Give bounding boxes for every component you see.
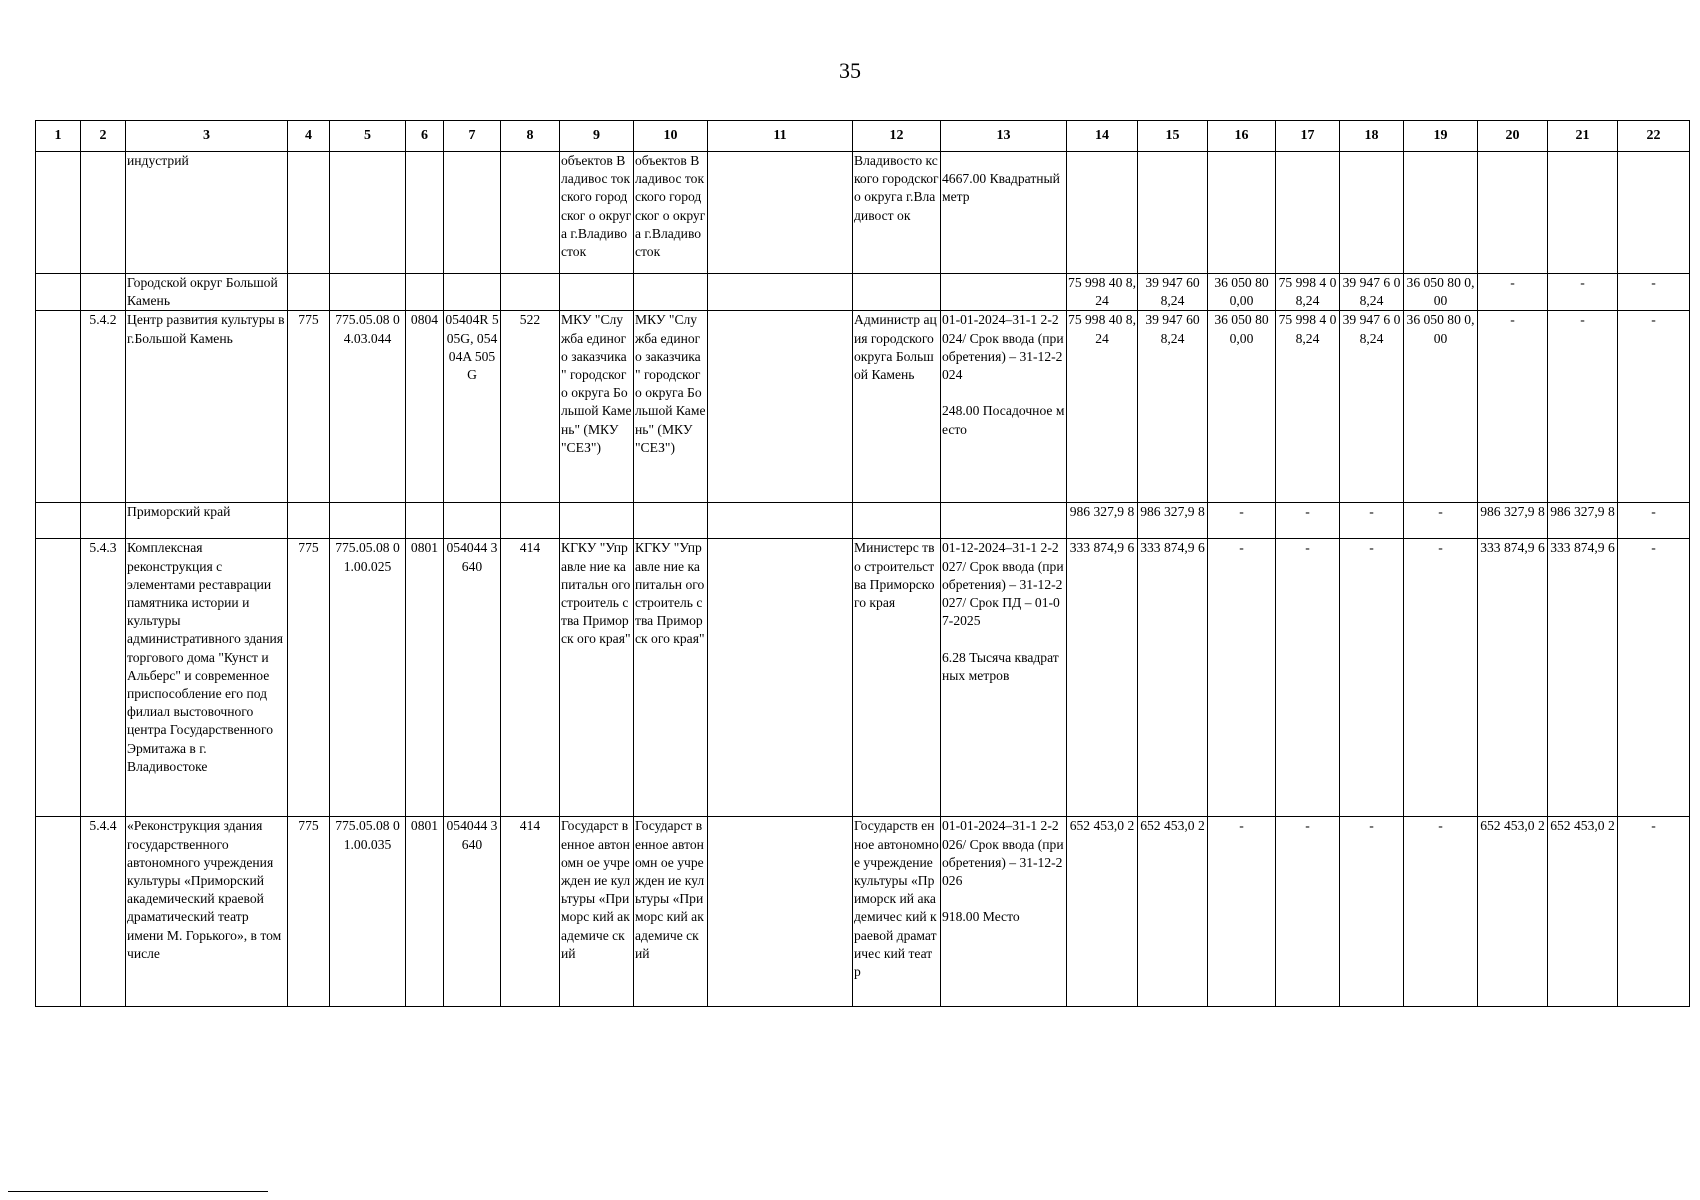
table-cell: 333 874,9 6	[1067, 539, 1138, 817]
column-header: 14	[1067, 121, 1138, 152]
table-cell: 39 947 60 8,24	[1138, 311, 1208, 503]
table-cell	[941, 503, 1067, 539]
column-header: 5	[330, 121, 406, 152]
table-row	[36, 817, 1690, 1007]
table-cell: -	[1618, 274, 1690, 311]
table-cell	[36, 503, 81, 539]
table-cell: Комплексная реконструкция с элементами реставрации памятника истории и культуры административного здания торгового дома "Кунст и Альберс" и современное приспособление его под филиал выстовочного центра Государственного Эрмитажа в г. Владивостоке	[126, 539, 288, 817]
table-cell: 775.05.08 01.00.035	[330, 817, 406, 1007]
table-cell	[1276, 152, 1340, 274]
table-cell	[330, 503, 406, 539]
table-cell	[1138, 152, 1208, 274]
footnote-divider	[8, 1191, 268, 1192]
table-cell: 333 874,9 6	[1548, 539, 1618, 817]
column-header: 7	[444, 121, 501, 152]
table-cell: КГКУ "Управле ние капитальн ого строитель ства Приморск ого края"	[634, 539, 708, 817]
column-header: 18	[1340, 121, 1404, 152]
table-cell	[81, 274, 126, 311]
table-cell: Администр ация городского округа Большой Камень	[853, 311, 941, 503]
table-cell	[560, 274, 634, 311]
table-cell	[708, 539, 853, 817]
column-header: 12	[853, 121, 941, 152]
column-header: 17	[1276, 121, 1340, 152]
table-cell: -	[1340, 539, 1404, 817]
table-cell: -	[1208, 817, 1276, 1007]
table-cell: КГКУ "Управле ние капитальн ого строитель ства Приморск ого края"	[560, 539, 634, 817]
column-header: 19	[1404, 121, 1478, 152]
table-cell: 986 327,9 8	[1067, 503, 1138, 539]
table-cell: 652 453,0 2	[1067, 817, 1138, 1007]
table-cell	[444, 503, 501, 539]
table-cell: -	[1548, 311, 1618, 503]
column-header: 21	[1548, 121, 1618, 152]
table-cell: объектов Владивос токского городског о округа г.Владиво сток	[560, 152, 634, 274]
table-cell: -	[1618, 817, 1690, 1007]
table-cell: 39 947 6 08,24	[1340, 274, 1404, 311]
table-cell: 986 327,9 8	[1548, 503, 1618, 539]
table-cell	[36, 539, 81, 817]
table-cell: -	[1340, 817, 1404, 1007]
table-row	[36, 539, 1690, 817]
table-row	[36, 311, 1690, 503]
table-cell: Министерс тво строительст ва Приморско го края	[853, 539, 941, 817]
table-cell: МКУ "Служба единого заказчика " городског о округа Большой Камень" (МКУ "СЕЗ")	[560, 311, 634, 503]
column-header: 1	[36, 121, 81, 152]
table-cell	[501, 503, 560, 539]
table-cell	[634, 503, 708, 539]
table-cell: 652 453,0 2	[1138, 817, 1208, 1007]
table-cell: 414	[501, 817, 560, 1007]
table-cell	[708, 503, 853, 539]
table-cell	[406, 503, 444, 539]
table-cell: -	[1208, 503, 1276, 539]
table-cell: 01-12-2024–31-1 2-2027/ Срок ввода (приобретения) – 31-12-2027/ Срок ПД – 01-07-2025 6.28 Тысяча квадратных метров	[941, 539, 1067, 817]
column-header: 22	[1618, 121, 1690, 152]
budget-table	[35, 120, 1661, 1007]
table-cell	[1404, 152, 1478, 274]
table-cell: МКУ "Служба единого заказчика " городског о округа Большой Камень" (МКУ "СЕЗ")	[634, 311, 708, 503]
column-header: 2	[81, 121, 126, 152]
table-cell: Городской округ Большой Камень	[126, 274, 288, 311]
table-cell: 5.4.3	[81, 539, 126, 817]
table-cell: 36 050 80 0,00	[1404, 274, 1478, 311]
table-cell	[634, 274, 708, 311]
table-cell: -	[1404, 539, 1478, 817]
table-cell	[1618, 152, 1690, 274]
table-cell: -	[1618, 311, 1690, 503]
table-cell: 75 998 4 08,24	[1276, 311, 1340, 503]
column-header: 10	[634, 121, 708, 152]
table-cell: 775	[288, 539, 330, 817]
table-cell: 0804	[406, 311, 444, 503]
table-cell: 75 998 40 8,24	[1067, 311, 1138, 503]
table-cell: 054044 3640	[444, 817, 501, 1007]
table-cell: 775	[288, 817, 330, 1007]
table-cell: 775.05.08 04.03.044	[330, 311, 406, 503]
column-header: 13	[941, 121, 1067, 152]
table-cell: 522	[501, 311, 560, 503]
table-cell: -	[1478, 311, 1548, 503]
table-cell	[1208, 152, 1276, 274]
table-cell	[708, 817, 853, 1007]
table-cell: 652 453,0 2	[1548, 817, 1618, 1007]
table-cell: 36 050 80 0,00	[1208, 274, 1276, 311]
table-cell	[330, 152, 406, 274]
table-cell: Владивосто кского городского округа г.Владивост ок	[853, 152, 941, 274]
table-cell: -	[1276, 539, 1340, 817]
table-cell	[406, 152, 444, 274]
table-cell	[444, 274, 501, 311]
table-cell: 775	[288, 311, 330, 503]
table-cell: 75 998 4 08,24	[1276, 274, 1340, 311]
table-cell: 775.05.08 01.00.025	[330, 539, 406, 817]
table-cell	[36, 274, 81, 311]
table-cell	[288, 152, 330, 274]
table-cell	[36, 152, 81, 274]
table-cell	[1548, 152, 1618, 274]
table-cell: 5.4.4	[81, 817, 126, 1007]
table-cell: -	[1276, 817, 1340, 1007]
table-cell	[853, 503, 941, 539]
column-header: 15	[1138, 121, 1208, 152]
table-cell	[941, 274, 1067, 311]
table-cell	[444, 152, 501, 274]
table-cell: объектов Владивос токского городског о округа г.Владиво сток	[634, 152, 708, 274]
table-cell	[1340, 152, 1404, 274]
table-cell	[501, 152, 560, 274]
table-cell	[1478, 152, 1548, 274]
data-table	[35, 120, 1690, 1007]
table-cell	[853, 274, 941, 311]
table-cell: 0801	[406, 817, 444, 1007]
table-cell: индустрий	[126, 152, 288, 274]
table-cell: -	[1548, 274, 1618, 311]
column-header: 16	[1208, 121, 1276, 152]
table-cell: «Реконструкция здания государственного автономного учреждения культуры «Приморский академический краевой драматический театр имени М. Горького», в том числе	[126, 817, 288, 1007]
table-cell: 36 050 80 0,00	[1208, 311, 1276, 503]
table-cell: Государств енное автономное учреждение культуры «Приморск ий академичес кий краевой драматичес кий театр	[853, 817, 941, 1007]
table-cell	[708, 152, 853, 274]
table-cell: 36 050 80 0,00	[1404, 311, 1478, 503]
table-cell	[1067, 152, 1138, 274]
table-cell: -	[1404, 817, 1478, 1007]
table-cell: 333 874,9 6	[1138, 539, 1208, 817]
table-cell: 054044 3640	[444, 539, 501, 817]
table-cell: 01-01-2024–31-1 2-2024/ Срок ввода (приобретения) – 31-12-2024 248.00 Посадочное место	[941, 311, 1067, 503]
column-header: 8	[501, 121, 560, 152]
table-cell: 39 947 6 08,24	[1340, 311, 1404, 503]
table-cell: 0801	[406, 539, 444, 817]
table-cell: Центр развития культуры в г.Большой Камень	[126, 311, 288, 503]
table-cell: -	[1404, 503, 1478, 539]
table-cell: 986 327,9 8	[1478, 503, 1548, 539]
table-cell	[36, 311, 81, 503]
table-cell	[288, 274, 330, 311]
table-cell: 333 874,9 6	[1478, 539, 1548, 817]
table-cell	[81, 152, 126, 274]
table-header-row	[36, 121, 1690, 152]
table-cell: -	[1618, 539, 1690, 817]
table-cell: 75 998 40 8,24	[1067, 274, 1138, 311]
table-row	[36, 152, 1690, 274]
table-cell	[330, 274, 406, 311]
table-cell: -	[1478, 274, 1548, 311]
table-cell: Государст венное автономн ое учрежден ие культуры «Приморс кий академиче ский	[634, 817, 708, 1007]
table-cell	[560, 503, 634, 539]
table-cell: 4667.00 Квадратный метр	[941, 152, 1067, 274]
table-cell: -	[1340, 503, 1404, 539]
table-cell: 05404R 505G, 05404A 505G	[444, 311, 501, 503]
column-header: 20	[1478, 121, 1548, 152]
table-cell	[36, 817, 81, 1007]
table-cell: 414	[501, 539, 560, 817]
table-cell: Государст венное автономн ое учрежден ие культуры «Приморс кий академиче ский	[560, 817, 634, 1007]
table-cell: -	[1618, 503, 1690, 539]
column-header: 9	[560, 121, 634, 152]
table-cell: Приморский край	[126, 503, 288, 539]
column-header: 3	[126, 121, 288, 152]
table-cell	[501, 274, 560, 311]
table-cell	[288, 503, 330, 539]
column-header: 11	[708, 121, 853, 152]
column-header: 4	[288, 121, 330, 152]
table-cell	[708, 311, 853, 503]
table-cell: 986 327,9 8	[1138, 503, 1208, 539]
table-cell	[81, 503, 126, 539]
table-cell: 5.4.2	[81, 311, 126, 503]
table-cell: -	[1208, 539, 1276, 817]
table-row	[36, 274, 1690, 311]
table-row	[36, 503, 1690, 539]
table-cell	[708, 274, 853, 311]
table-cell: -	[1276, 503, 1340, 539]
page-number: 35	[839, 58, 861, 83]
table-cell	[406, 274, 444, 311]
table-cell: 01-01-2024–31-1 2-2026/ Срок ввода (приобретения) – 31-12-2026 918.00 Место	[941, 817, 1067, 1007]
column-header: 6	[406, 121, 444, 152]
table-cell: 39 947 60 8,24	[1138, 274, 1208, 311]
table-cell: 652 453,0 2	[1478, 817, 1548, 1007]
